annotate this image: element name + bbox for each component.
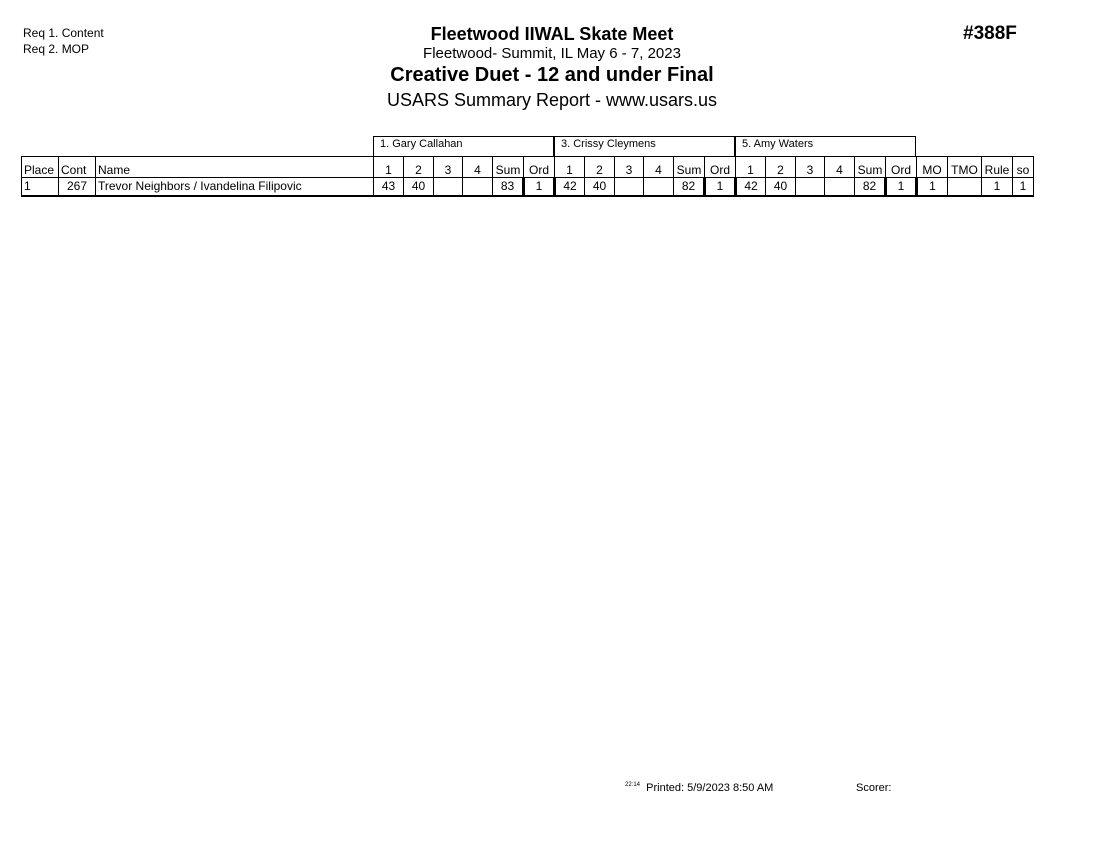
j3-score-4 xyxy=(825,178,855,196)
col-tmo: TMO xyxy=(948,157,982,178)
j2-col-sum: Sum xyxy=(674,157,705,178)
j2-col-1: 1 xyxy=(555,157,585,178)
j2-sum: 82 xyxy=(674,178,705,196)
row-so: 1 xyxy=(1013,178,1034,196)
j1-col-ord: Ord xyxy=(524,157,555,178)
row-tmo xyxy=(948,178,982,196)
j2-score-2: 40 xyxy=(585,178,615,196)
meet-title: Fleetwood IIWAL Skate Meet xyxy=(430,24,674,44)
row-name: Trevor Neighbors / Ivandelina Filipovic xyxy=(96,178,374,196)
j2-score-1: 42 xyxy=(555,178,585,196)
printed-timestamp: Printed: 5/9/2023 8:50 AM xyxy=(646,782,774,794)
judge-3-header: 3. Crissy Cleymens xyxy=(554,136,735,156)
judge-5-header: 5. Amy Waters xyxy=(735,136,916,156)
row-mo: 1 xyxy=(917,178,948,196)
col-so: so xyxy=(1013,157,1034,178)
j1-sum: 83 xyxy=(493,178,524,196)
printed-line xyxy=(625,782,773,794)
col-cont: Cont xyxy=(59,157,96,178)
meet-location: Fleetwood- Summit, IL May 6 - 7, 2023 xyxy=(423,45,681,62)
scorer-label: Scorer: xyxy=(856,782,892,794)
row-cont: 267 xyxy=(59,178,96,196)
row-place: 1 xyxy=(22,178,59,196)
event-number: #388F xyxy=(963,23,1017,44)
j3-col-sum: Sum xyxy=(855,157,886,178)
footer-code: 22:14 xyxy=(625,782,641,788)
j3-col-ord: Ord xyxy=(886,157,917,178)
table-row xyxy=(22,178,1034,196)
j1-col-4: 4 xyxy=(463,157,493,178)
j3-ord: 1 xyxy=(886,178,917,196)
j2-col-ord: Ord xyxy=(705,157,736,178)
j1-col-2: 2 xyxy=(404,157,434,178)
j2-score-4 xyxy=(644,178,674,196)
requirement-2: Req 2. MOP xyxy=(23,42,90,56)
j1-col-3: 3 xyxy=(434,157,463,178)
j3-col-1: 1 xyxy=(736,157,766,178)
j3-sum: 82 xyxy=(855,178,886,196)
j2-col-2: 2 xyxy=(585,157,615,178)
judge-1-header: 1. Gary Callahan xyxy=(373,136,554,156)
j3-col-2: 2 xyxy=(766,157,796,178)
j1-col-sum: Sum xyxy=(493,157,524,178)
j1-score-4 xyxy=(463,178,493,196)
j1-ord: 1 xyxy=(524,178,555,196)
header-row xyxy=(22,157,1034,178)
col-name: Name xyxy=(96,157,374,178)
col-rule: Rule xyxy=(982,157,1013,178)
col-mo: MO xyxy=(917,157,948,178)
j1-score-1: 43 xyxy=(374,178,404,196)
report-title: USARS Summary Report - www.usars.us xyxy=(386,90,718,110)
j2-score-3 xyxy=(615,178,644,196)
event-title: Creative Duet - 12 and under Final xyxy=(390,64,714,86)
requirement-1: Req 1. Content xyxy=(23,26,104,40)
j3-col-3: 3 xyxy=(796,157,825,178)
row-rule: 1 xyxy=(982,178,1013,196)
col-place: Place xyxy=(22,157,59,178)
j2-col-3: 3 xyxy=(615,157,644,178)
j2-col-4: 4 xyxy=(644,157,674,178)
j3-score-3 xyxy=(796,178,825,196)
j2-ord: 1 xyxy=(705,178,736,196)
j1-score-2: 40 xyxy=(404,178,434,196)
j3-col-4: 4 xyxy=(825,157,855,178)
j3-score-1: 42 xyxy=(736,178,766,196)
j1-col-1: 1 xyxy=(374,157,404,178)
j3-score-2: 40 xyxy=(766,178,796,196)
results-table xyxy=(21,156,1034,197)
j1-score-3 xyxy=(434,178,463,196)
